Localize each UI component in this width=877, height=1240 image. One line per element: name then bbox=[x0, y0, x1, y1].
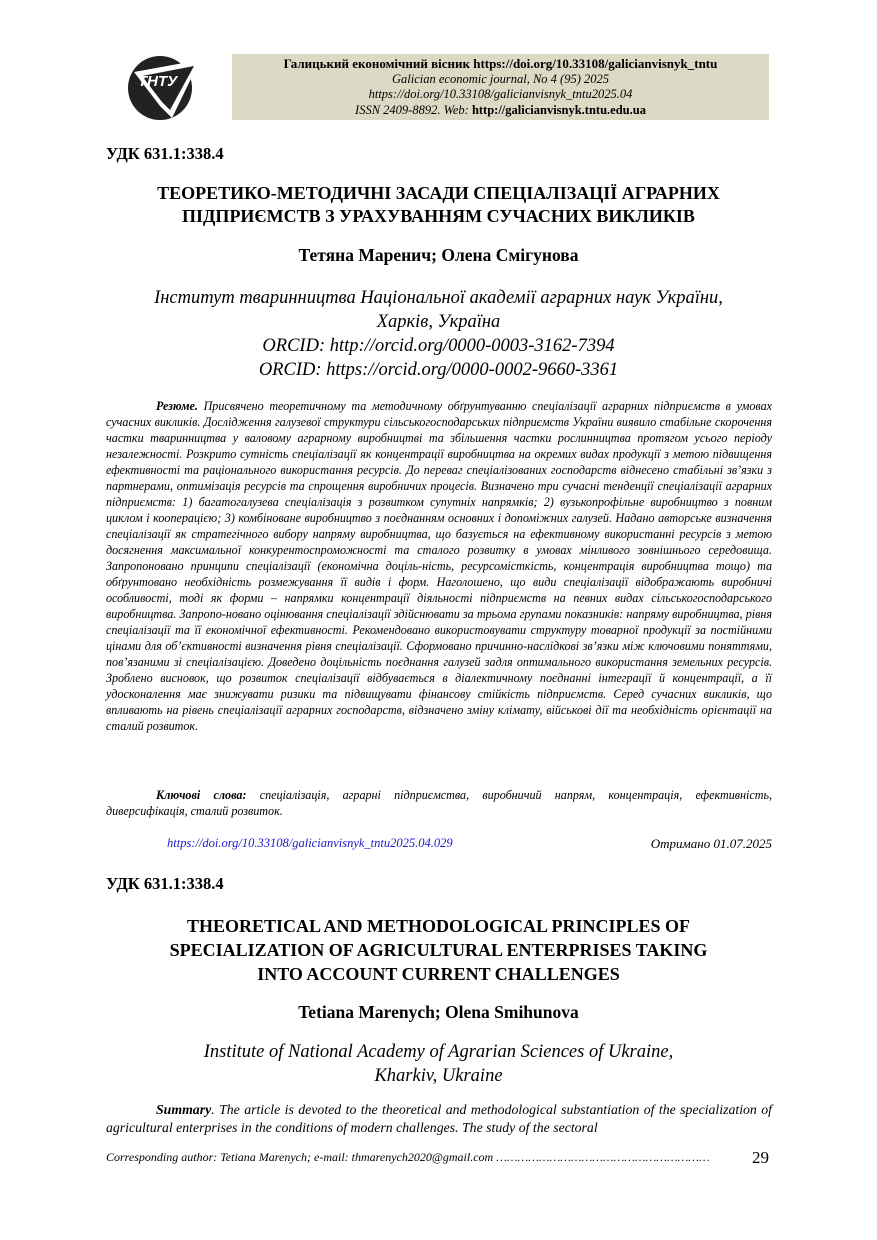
abstract-text: Присвячено теоретичному та методичному обґрунтуванню спеціалізації аграрних підприємств в умовах сучасних викликів. Дослідження галузевої структури сільськогосподарських підприємств України виявило стабільне скорочення частки тваринництва у валовому аграрному виробництві та збільшення частки рослинництва протягом усього періоду незалежності. Розкрито сутність спеціалізації як концентрації виробництва на окремих видах продукції з метою підвищення ефективності та раціонального використання ресурсів. До переваг спеціалізованих господарств віднесено стабільні зв’язки з партнерами, оптимізація ресурсів та спрощення виробничих процесів. Визначено три сучасні тенденції спеціалізації аграрних підприємств: 1) багатогалузева спеціалізація з розвитком супутніх напрямків; 2) вузькопрофільне виробництво з повним циклом і кооперацією; 3) комбіноване виробництво з поєднанням основних і допоміжних галузей. Надано авторське визначення спеціалізації як стратегічного вибору напряму виробництва, що базується на ефективному використанні ресурсів з метою досягнення максимальної конкурентоспроможності та сталого розвитку в умовах мінливого зовнішнього середовища. Запропоновано принципи спеціалізації (економічна доціль-ність, ресурсомісткість, концентрація виробництва тощо) та обґрунтовано необхідність розмежування її видів і форм. Наголошено, що види спеціалізації відображають виробничі особливості, тоді як форми – напрямки концентрації діяльності підприємств на певних видах сільськогосподарського виробництва. Запропо-новано оцінювання спеціалізації здійснювати за трьома групами показників: напряму виробництва, рівня спеціалізації та її економічної ефективності. Рекомендовано використовувати структуру товарної продукції за постійними цінами для об’єктивності визначення рівня спеціалізації. Сформовано причинно-наслідкові зв’язки між ключовими поняттями, пов’язаними зі спеціалізацією. Доведено доцільність поєднання галузей задля оптимального використання земельних ресурсів. Зроблено висновок, що розвиток спеціалізації відбувається в діалектичному поєднанні інтеграції й концентрації, а її удосконалення має знижувати ризики та підвищувати фінансову стійкість підприємств. Серед сучасних викликів, що впливають на рівень спеціалізації аграрних господарств, відзначено зміну клімату, військові дії та необхідність орієнтації на сталий розвиток. bbox=[106, 399, 772, 733]
article-doi-link[interactable]: https://doi.org/10.33108/galicianvisnyk_tntu2025.04.029 bbox=[167, 836, 453, 850]
keywords-text: спеціалізація, аграрні підприємства, виробничий напрям, концентрація, ефективність, диверсифікація, сталий розвиток. bbox=[106, 788, 772, 818]
title-en-line2: SPECIALIZATION OF AGRICULTURAL ENTERPRISES TAKING bbox=[169, 940, 708, 960]
page-number: 29 bbox=[752, 1148, 769, 1167]
received-date: Отримано 01.07.2025 bbox=[650, 836, 772, 851]
title-ua-line1: ТЕОРЕТИКО-МЕТОДИЧНІ ЗАСАДИ СПЕЦІАЛІЗАЦІЇ АГРАРНИХ bbox=[157, 183, 720, 203]
affiliation-ua-line1: Інститут тваринництва Національної академії аграрних наук України, bbox=[154, 288, 723, 308]
issue-doi: https://doi.org/10.33108/galicianvisnyk_tntu2025.04 bbox=[368, 87, 633, 101]
title-en-line3: INTO ACCOUNT CURRENT CHALLENGES bbox=[257, 964, 620, 984]
authors-en: Tetiana Marenych; Olena Smihunova bbox=[298, 1002, 579, 1022]
footer-dots: …………………………………………………… bbox=[496, 1150, 710, 1164]
affiliation-ua bbox=[106, 286, 771, 382]
journal-name: Галицький економічний вісник https://doi.org/10.33108/galicianvisnyk_tntu bbox=[283, 56, 718, 71]
keywords-lead: Ключові слова: bbox=[156, 788, 247, 802]
journal-logo bbox=[112, 46, 210, 122]
title-en-line1: THEORETICAL AND METHODOLOGICAL PRINCIPLES OF bbox=[186, 916, 691, 936]
orcid-2[interactable]: ORCID: https://orcid.org/0000-0002-9660-3361 bbox=[258, 360, 619, 380]
issn: ISSN 2409-8892. Web: bbox=[355, 102, 469, 117]
journal-header bbox=[232, 54, 769, 120]
keywords-ua bbox=[106, 787, 772, 819]
corresponding-author: Corresponding author: Tetiana Marenych; e-mail: thmarenych2020@gmail.com bbox=[106, 1150, 494, 1164]
affiliation-ua-line2: Харків, Україна bbox=[376, 312, 501, 332]
page-title-ua bbox=[106, 182, 771, 228]
affiliation-en-line2: Kharkiv, Ukraine bbox=[374, 1066, 503, 1086]
udk-en: УДК 631.1:338.4 bbox=[106, 874, 224, 893]
affiliation-en-line1: Institute of National Academy of Agrarian Sciences of Ukraine, bbox=[203, 1042, 674, 1062]
title-ua-line2: ПІДПРИЄМСТВ З УРАХУВАННЯМ СУЧАСНИХ ВИКЛИКІВ bbox=[182, 206, 695, 226]
page-title-en bbox=[106, 914, 771, 986]
udk-ua: УДК 631.1:338.4 bbox=[106, 144, 224, 163]
journal-website[interactable]: http://galicianvisnyk.tntu.edu.ua bbox=[471, 102, 646, 117]
abstract-ua bbox=[106, 398, 772, 734]
summary-text: . The article is devoted to the theoretical and methodological substantiation of the specialization of agricultural enterprises in the conditions of modern challenges. The study of the sectoral bbox=[106, 1102, 772, 1135]
authors-ua: Тетяна Маренич; Олена Смігунова bbox=[298, 245, 579, 265]
affiliation-en bbox=[106, 1040, 771, 1088]
journal-name-en: Galician economic journal, No 4 (95) 2025 bbox=[392, 71, 609, 86]
logo-text: ТНТУ bbox=[138, 73, 178, 90]
summary-en bbox=[106, 1101, 772, 1137]
summary-lead: Summary bbox=[156, 1102, 212, 1117]
orcid-1[interactable]: ORCID: http://orcid.org/0000-0003-3162-7394 bbox=[262, 336, 615, 356]
footer bbox=[106, 1150, 772, 1165]
abstract-lead: Резюме. bbox=[156, 399, 198, 413]
